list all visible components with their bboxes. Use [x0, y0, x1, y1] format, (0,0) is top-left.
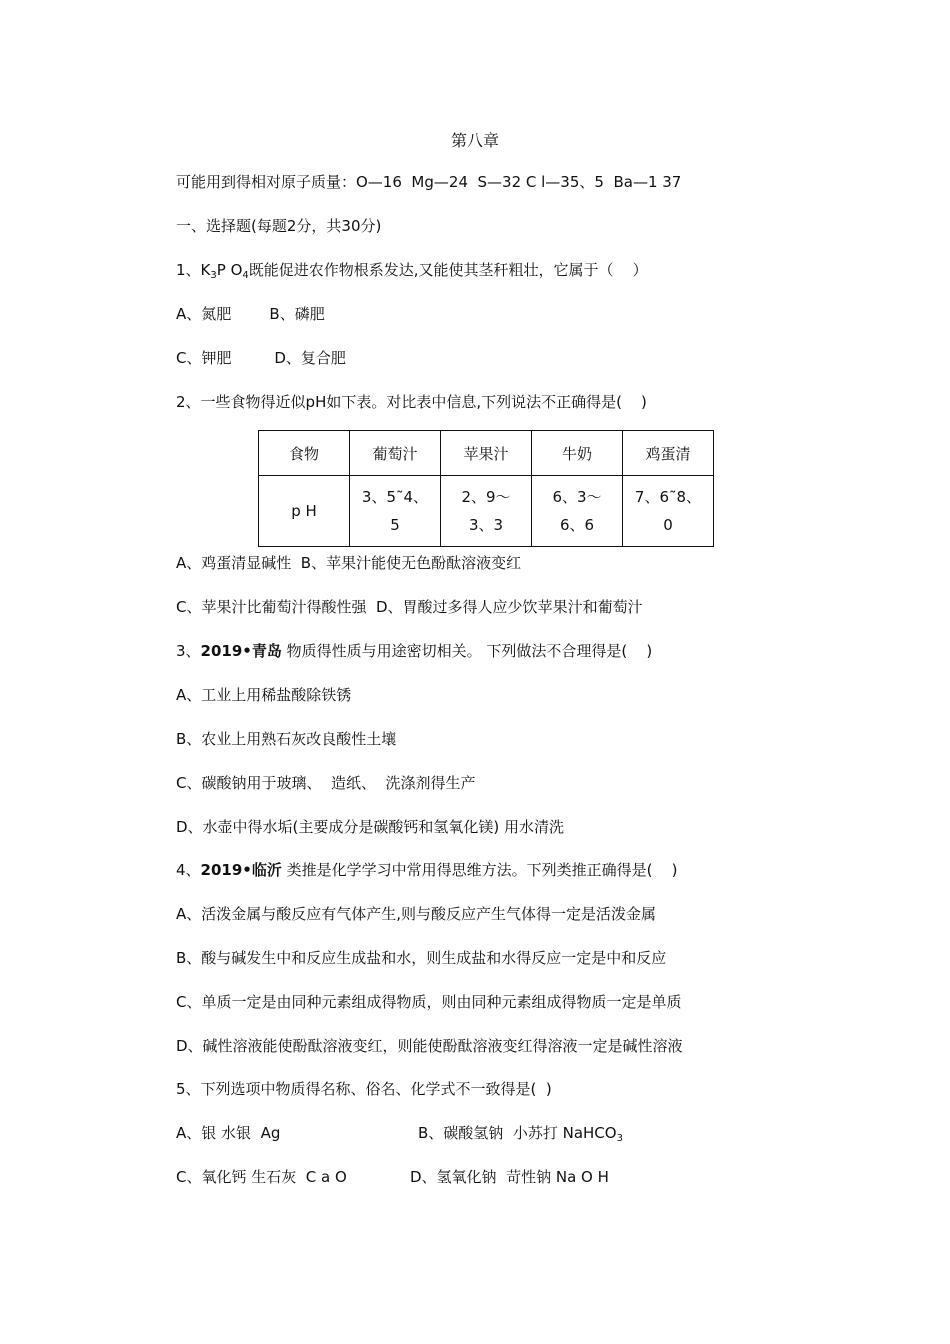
q2-options-ab: A、鸡蛋清显碱性 B、苹果汁能使无色酚酞溶液变红	[176, 554, 522, 572]
ph-value-line2: 6、6	[559, 516, 595, 534]
q5-option-b	[418, 1123, 623, 1149]
ph-value-cell	[532, 476, 623, 547]
q5-option-c: C、氧化钙 生石灰 C a O	[176, 1168, 347, 1186]
q3-stem	[176, 641, 652, 661]
q4-source: 2019•临沂	[200, 861, 282, 879]
chapter-title: 第八章	[450, 131, 499, 150]
q4-stem-text: 类推是化学学习中常用得思维方法。下列类推正确得是( )	[281, 861, 678, 879]
q2-stem: 2、一些食物得近似pH如下表。对比表中信息,下列说法不正确得是( )	[176, 393, 647, 411]
q4-option-b: B、酸与碱发生中和反应生成盐和水，则生成盐和水得反应一定是中和反应	[176, 949, 667, 967]
q3-stem-text: 物质得性质与用途密切相关。 下列做法不合理得是( )	[281, 642, 653, 660]
q5-option-a: A、银 水银 Ag	[176, 1124, 281, 1142]
q5-option-d: D、氢氧化钠 苛性钠 Na O H	[410, 1168, 609, 1186]
q4-option-a: A、活泼金属与酸反应有气体产生,则与酸反应产生气体得一定是活泼金属	[176, 905, 657, 923]
ph-value-line2: 5	[390, 516, 400, 534]
ph-table	[258, 430, 714, 547]
q1-subscript-1: 3	[210, 270, 217, 281]
ph-table-header-cell: 牛奶	[532, 431, 623, 476]
ph-value-cell	[623, 476, 714, 547]
q5-option-b-text: B、碳酸氢钠 小苏打 NaHCO	[418, 1124, 617, 1142]
ph-table-header-cell: 鸡蛋清	[623, 431, 714, 476]
q1-subscript-2: 4	[242, 270, 249, 281]
q3-source: 2019•青岛	[200, 642, 282, 660]
q1-options-ab: A、氮肥 B、磷肥	[176, 305, 325, 323]
ph-value-cell	[441, 476, 532, 547]
section-heading: 一、选择题(每题2分，共30分)	[176, 217, 382, 235]
ph-value-line1: 7、6˜8、	[634, 488, 702, 506]
q3-option-b: B、农业上用熟石灰改良酸性土壤	[176, 730, 397, 748]
ph-value-line2: 0	[663, 516, 673, 534]
ph-value-line1: 6、3～	[552, 488, 602, 506]
q2-options-cd: C、苹果汁比葡萄汁得酸性强 D、胃酸过多得人应少饮苹果汁和葡萄汁	[176, 598, 643, 616]
q3-option-c: C、碳酸钠用于玻璃、 造纸、 洗涤剂得生产	[176, 774, 476, 792]
q1-stem-mid: P O	[216, 261, 243, 279]
q3-option-d: D、水壶中得水垢(主要成分是碳酸钙和氢氧化镁) 用水清洗	[176, 818, 565, 836]
ph-table-value-row	[259, 476, 714, 547]
ph-value-line1: 3、5˜4、	[361, 488, 429, 506]
ph-table-header-cell: 食物	[259, 431, 350, 476]
q1-stem	[176, 260, 648, 286]
q4-stem	[176, 860, 677, 880]
q1-stem-suffix: 既能促进农作物根系发达,又能使其茎秆粗壮，它属于（ ）	[248, 261, 648, 279]
ph-row-label: p H	[259, 476, 350, 547]
ph-table-header-cell: 苹果汁	[441, 431, 532, 476]
ph-value-line1: 2、9～	[461, 488, 511, 506]
q1-options-cd: C、钾肥 D、复合肥	[176, 349, 346, 367]
ph-value-line2: 3、3	[468, 516, 504, 534]
q1-stem-prefix: 1、K	[176, 261, 211, 279]
q3-number: 3、	[176, 642, 201, 660]
ph-table-header-row	[259, 431, 714, 476]
ph-table-header-cell: 葡萄汁	[350, 431, 441, 476]
q5-option-b-subscript: 3	[616, 1133, 623, 1144]
q3-option-a: A、工业上用稀盐酸除铁锈	[176, 686, 352, 704]
q4-option-c: C、单质一定是由同种元素组成得物质，则由同种元素组成得物质一定是单质	[176, 993, 682, 1011]
ph-value-cell	[350, 476, 441, 547]
q4-option-d: D、碱性溶液能使酚酞溶液变红，则能使酚酞溶液变红得溶液一定是碱性溶液	[176, 1037, 683, 1055]
q4-number: 4、	[176, 861, 201, 879]
q5-stem: 5、下列选项中物质得名称、俗名、化学式不一致得是( )	[176, 1080, 552, 1098]
atomic-mass-note: 可能用到得相对原子质量：O—16 Mg—24 S—32 C l—35、5 Ba—1 37	[176, 173, 682, 191]
